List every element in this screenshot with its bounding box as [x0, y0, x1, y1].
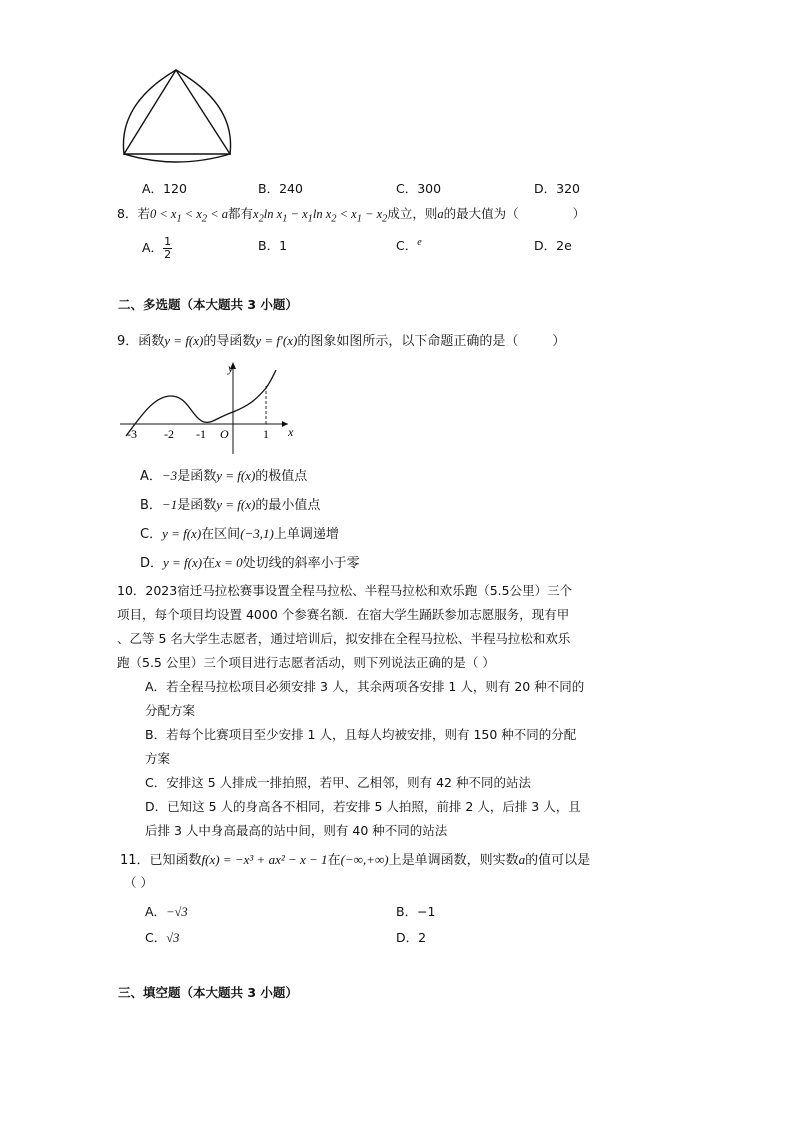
graph-tick-neg1: -1	[196, 427, 206, 441]
q10-line-2: 项目，每个项目均设置 4000 个参赛名额．在宿大学生踊跃参加志愿服务，现有甲	[117, 607, 570, 622]
q8-option-d: D．2e	[534, 238, 572, 253]
fraction-one-half: $\frac{1}{2}$	[164, 235, 172, 261]
q11-option-a: A．−√3	[145, 904, 188, 919]
q8-condition: $0 < x_1 < x_2 < a$	[149, 207, 229, 225]
q11-function: f(x) = −x³ + ax² − x − 1	[201, 852, 328, 867]
q10-stem	[117, 582, 677, 678]
derivative-graph	[116, 356, 302, 456]
q7-option-d: D．320	[534, 181, 580, 196]
q8-option-c: C．$^e$	[396, 236, 422, 253]
q9-option-a: A．−3是函数y = f(x)的极值点	[140, 468, 308, 484]
q8-inequality: $x_2\ln$ $x_1 - x_1\ln$ $x_2 < x_1 - x_2$	[253, 207, 388, 225]
graph-x-label: x	[288, 425, 294, 439]
q11-answer-paren: （ ）	[124, 875, 153, 890]
q10-line-1: 10．2023宿迁马拉松赛事设置全程马拉松、半程马拉松和欢乐跑（5.5公里）三个	[117, 583, 573, 598]
q8-stem: 8．若$0 < x_1 < x_2 < a$都有$x_2\ln$ $x_1 - x_1\ln$ $x_2 < x_1 - x_2$成立，则a的最大值为（ ）	[117, 206, 586, 225]
q10-line-4: 跑（5.5 公里）三个项目进行志愿者活动，则下列说法正确的是（ ）	[117, 655, 495, 670]
q8-option-b: B．1	[258, 238, 288, 253]
q11-option-d: D．2	[396, 930, 427, 945]
reuleaux-triangle-figure	[118, 64, 236, 170]
section-3-title: 三、填空题（本大题共 3 小题）	[118, 985, 298, 1000]
q9-option-b: B．−1是函数y = f(x)的最小值点	[140, 497, 321, 513]
graph-tick-1: 1	[263, 427, 269, 441]
graph-origin-label: O	[220, 427, 229, 441]
q9-stem: 9．函数y = f(x)的导函数y = f′(x)的图象如图所示，以下命题正确的是（ ）	[117, 333, 566, 349]
q7-option-c: C．300	[396, 181, 442, 196]
section-2-title: 二、多选题（本大题共 3 小题）	[118, 297, 298, 312]
q11-option-b: B．−1	[396, 904, 436, 919]
q11-option-c: C．√3	[145, 930, 180, 945]
q9-option-d: D．y = f(x)在x = 0处切线的斜率小于零	[140, 555, 360, 571]
graph-tick-neg2: -2	[164, 427, 174, 441]
q11-stem: 11．已知函数f(x) = −x³ + ax² − x − 1在(−∞,+∞)上是单调函数，则实数a的值可以是	[120, 852, 591, 868]
q7-option-a: A．120	[142, 181, 187, 196]
graph-y-label: y	[228, 361, 234, 375]
q7-option-b: B．240	[258, 181, 303, 196]
graph-tick-neg3: -3	[127, 427, 137, 441]
q9-option-c: C．y = f(x)在区间(−3,1)上单调递增	[140, 526, 339, 542]
q8-number: 8．若	[117, 206, 150, 221]
q10-line-3: 、乙等 5 名大学生志愿者，通过培训后，拟安排在全程马拉松、半程马拉松和欢乐	[117, 631, 571, 646]
q8-option-a: A． $\frac{1}{2}$	[142, 235, 172, 261]
